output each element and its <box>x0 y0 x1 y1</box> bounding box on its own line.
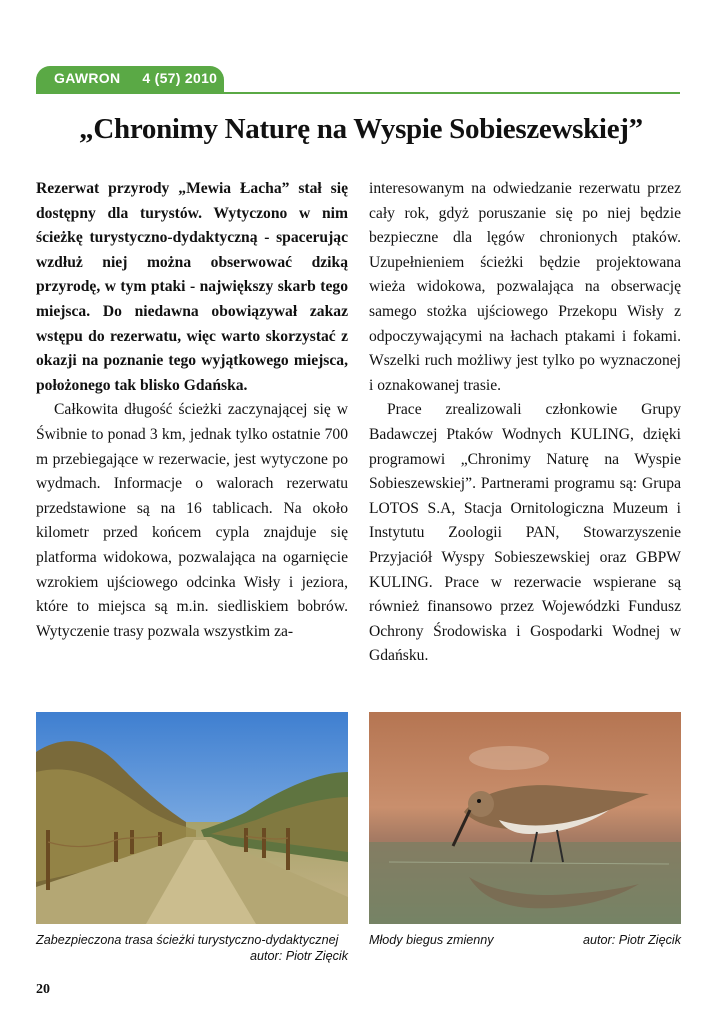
page-number: 20 <box>36 982 50 997</box>
body-paragraph-1: Całkowita długość ścieżki zaczynającej się w Świbnie to ponad 3 km, jednak tylko ostatnie 700 m przebiegające w rezerwacie, jest wytyczone po wydmach. Informacje o walorach rezerwatu przedstawione są na 16 tablicach. Na około kilometr przed końcem cypla znajduje się platforma widokowa, pozwalająca na ogarnięcie wzrokiem ujściowego odcinka Wisły i jeziora, które to miejsca są m.in. siedliskiem bobrów. Wytyczenie trasy pozwala wszystkim za- <box>36 401 348 640</box>
caption-text: Zabezpieczona trasa ścieżki turystyczno-dydaktycznej <box>36 933 339 947</box>
photo-caption-1 <box>36 932 348 964</box>
magazine-name: GAWRON <box>54 70 121 86</box>
lead-paragraph: Rezerwat przyrody „Mewia Łacha” stał się dostępny dla turystów. Wytyczono w nim ścieżkę turystyczno-dydaktyczną - spacerując wzdłuż niej można obserwować dziką przyrodę, w tym ptaki - największy skarb tego miejsca. Do niedawna obowiązywał zakaz wstępu do rezerwatu, więc warto skorzystać z okazji na poznanie tego wyjątkowego miejsca, położonego tak blisko Gdańska. <box>36 180 348 394</box>
caption-author: autor: Piotr Zięcik <box>250 949 348 963</box>
trail-photo <box>36 712 348 924</box>
photo-caption-2 <box>369 932 681 948</box>
body-paragraph-3: Prace zrealizowali członkowie Grupy Badawczej Ptaków Wodnych KULING, dzięki programowi „Chronimy Naturę na Wyspie Sobieszewskiej”. Partnerami programu są: Grupa LOTOS S.A, Stacja Ornitologiczna Muzeum i Instytutu Zoologii PAN, Stowarzyszenie Przyjaciół Wyspy Sobieszewskiej oraz GBPW KULING. Prace w rezerwacie wspierane są również finansowo przez Wojewódzki Fundusz Ochrony Środowiska i Gospodarki Wodnej w Gdańsku. <box>369 401 681 665</box>
article-title: „Chronimy Naturę na Wyspie Sobieszewskiej” <box>79 113 643 145</box>
left-column <box>36 177 348 644</box>
issue-number: 4 (57) 2010 <box>142 70 218 86</box>
body-paragraph-2: interesowanym na odwiedzanie rezerwatu przez cały rok, gdyż poruszanie się po niej będzie bezpieczne dla lęgów chronionych ptaków. Uzupełnieniem ścieżki będzie projektowana wieża widokowa, pozwalająca na obserwację samego stożka ujściowego Przekopu Wisły z odpoczywającymi na łachach ptakami i fokami. Wszelki ruch możliwy jest tylko po wyznaczonej i oznakowanej trasie. <box>369 180 681 394</box>
header-rule <box>36 92 680 94</box>
caption-author: autor: Piotr Zięcik <box>583 933 681 947</box>
caption-text: Młody biegus zmienny <box>369 933 494 947</box>
right-column <box>369 177 681 669</box>
dunlin-photo <box>369 712 681 924</box>
running-header <box>54 70 217 86</box>
